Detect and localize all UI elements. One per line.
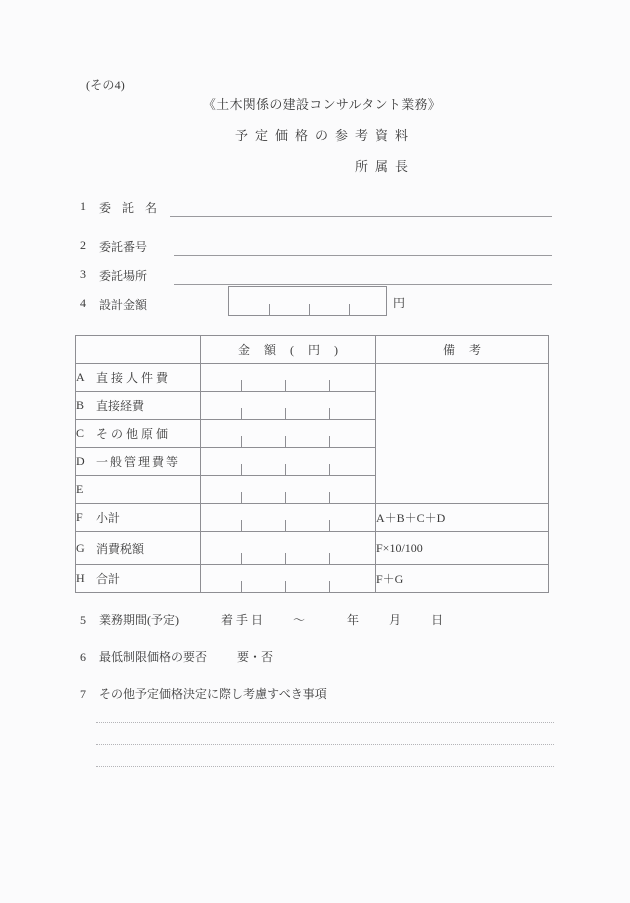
digit-separator-tick [285, 520, 286, 531]
amount-input-e[interactable] [201, 476, 376, 504]
amount-input-d[interactable] [201, 448, 376, 476]
row-label-b [76, 392, 201, 420]
period-tilde: ～ [293, 613, 306, 627]
header-amount: 金額(円) [201, 336, 376, 364]
amount-input-c[interactable] [201, 420, 376, 448]
digit-separator-tick [329, 492, 330, 503]
amount-input-h[interactable] [201, 565, 376, 593]
start-date-label: 着 手 日 [221, 613, 264, 627]
digit-separator-tick [285, 553, 286, 564]
digit-separator-tick [285, 464, 286, 475]
table-row [76, 504, 549, 532]
amount-input-a[interactable] [201, 364, 376, 392]
digit-separator-tick [329, 553, 330, 564]
digit-separator-tick [241, 380, 242, 391]
yen-unit-label: 円 [393, 296, 406, 310]
row-code: F [76, 510, 83, 524]
note-cell-merged[interactable] [376, 364, 549, 504]
department-label: 所属長 [354, 159, 415, 174]
amount-input-f[interactable] [201, 504, 376, 532]
field-number: 2 [80, 238, 86, 252]
field-row-commission-place [80, 267, 560, 287]
digit-separator-tick [329, 408, 330, 419]
row-name: 直接人件費 [96, 371, 172, 385]
amount-input-g[interactable] [201, 532, 376, 565]
row-name: 小計 [96, 511, 121, 525]
field-label: その他予定価格決定に際し考慮すべき事項 [99, 687, 327, 701]
row-label-a [76, 364, 201, 392]
digit-separator-tick [329, 380, 330, 391]
row-name: 一般管理費等 [96, 455, 181, 469]
digit-separator-tick [241, 408, 242, 419]
row-label-d [76, 448, 201, 476]
digit-separator-tick [241, 553, 242, 564]
digit-separator-tick [241, 581, 242, 592]
row-name: 直接経費 [96, 399, 145, 413]
field-label: 最低制限価格の要否 [99, 650, 208, 664]
field-row-work-period [80, 611, 443, 628]
table-row [76, 532, 549, 565]
digit-separator-tick [329, 581, 330, 592]
row-name: その他原価 [96, 427, 172, 441]
cost-breakdown-table [75, 335, 549, 593]
notes-line-2[interactable] [96, 744, 554, 745]
digit-separator-tick [285, 492, 286, 503]
field-label: 委 託 名 [99, 201, 162, 215]
header-item [76, 336, 201, 364]
note-formula-h: F＋G [376, 565, 549, 593]
note-formula-g: F×10/100 [376, 532, 549, 565]
digit-separator-tick [349, 304, 350, 315]
digit-separator-tick [241, 492, 242, 503]
row-label-e [76, 476, 201, 504]
month-label: 月 [389, 613, 402, 627]
row-name: 消費税額 [96, 541, 145, 556]
digit-separator-tick [241, 464, 242, 475]
digit-separator-tick [285, 380, 286, 391]
year-label: 年 [347, 613, 360, 627]
field-row-commission-number [80, 238, 560, 258]
field-number: 3 [80, 267, 86, 281]
field-row-other-notes [80, 685, 327, 702]
commission-name-input[interactable] [170, 216, 552, 217]
row-code: B [76, 398, 85, 412]
title-block [0, 94, 630, 175]
document-subtitle: 予定価格の参考資料 [234, 128, 415, 143]
row-label-f [76, 504, 201, 532]
row-label-h [76, 565, 201, 593]
commission-number-input[interactable] [174, 255, 552, 256]
row-label-c [76, 420, 201, 448]
field-row-commission-name [80, 199, 560, 219]
row-code: H [76, 571, 85, 585]
notes-line-1[interactable] [96, 722, 554, 723]
row-code: G [76, 540, 85, 555]
field-label: 委託場所 [99, 269, 148, 283]
row-code: A [76, 370, 85, 384]
row-code: D [76, 454, 85, 468]
digit-separator-tick [269, 304, 270, 315]
minimum-price-options[interactable]: 要・否 [237, 650, 274, 664]
form-code: (その4) [86, 78, 125, 92]
field-label: 業務期間(予定) [99, 613, 179, 627]
note-formula-f: A＋B＋C＋D [376, 504, 549, 532]
digit-separator-tick [309, 304, 310, 315]
table-row [76, 565, 549, 593]
commission-place-input[interactable] [174, 284, 552, 285]
amount-input-b[interactable] [201, 392, 376, 420]
digit-separator-tick [285, 436, 286, 447]
table-row [76, 364, 549, 392]
row-code: E [76, 482, 84, 496]
field-number: 4 [80, 296, 86, 310]
row-label-g [76, 532, 201, 565]
table-header-row [76, 336, 549, 364]
notes-line-3[interactable] [96, 766, 554, 767]
field-label: 設計金額 [99, 298, 148, 312]
field-number: 6 [80, 650, 86, 664]
row-name: 合計 [96, 572, 121, 586]
digit-separator-tick [285, 581, 286, 592]
digit-separator-tick [329, 436, 330, 447]
digit-separator-tick [329, 464, 330, 475]
field-number: 7 [80, 687, 86, 701]
day-label: 日 [431, 613, 444, 627]
field-number: 5 [80, 613, 86, 627]
digit-separator-tick [241, 436, 242, 447]
field-label: 委託番号 [99, 240, 148, 254]
field-number: 1 [80, 199, 86, 213]
digit-separator-tick [241, 520, 242, 531]
header-note: 備考 [376, 336, 549, 364]
digit-separator-tick [329, 520, 330, 531]
digit-separator-tick [285, 408, 286, 419]
design-amount-input[interactable] [228, 286, 387, 316]
field-row-minimum-price [80, 648, 273, 665]
row-code: C [76, 426, 85, 440]
document-title: 《土木関係の建設コンサルタント業務》 [202, 97, 442, 112]
